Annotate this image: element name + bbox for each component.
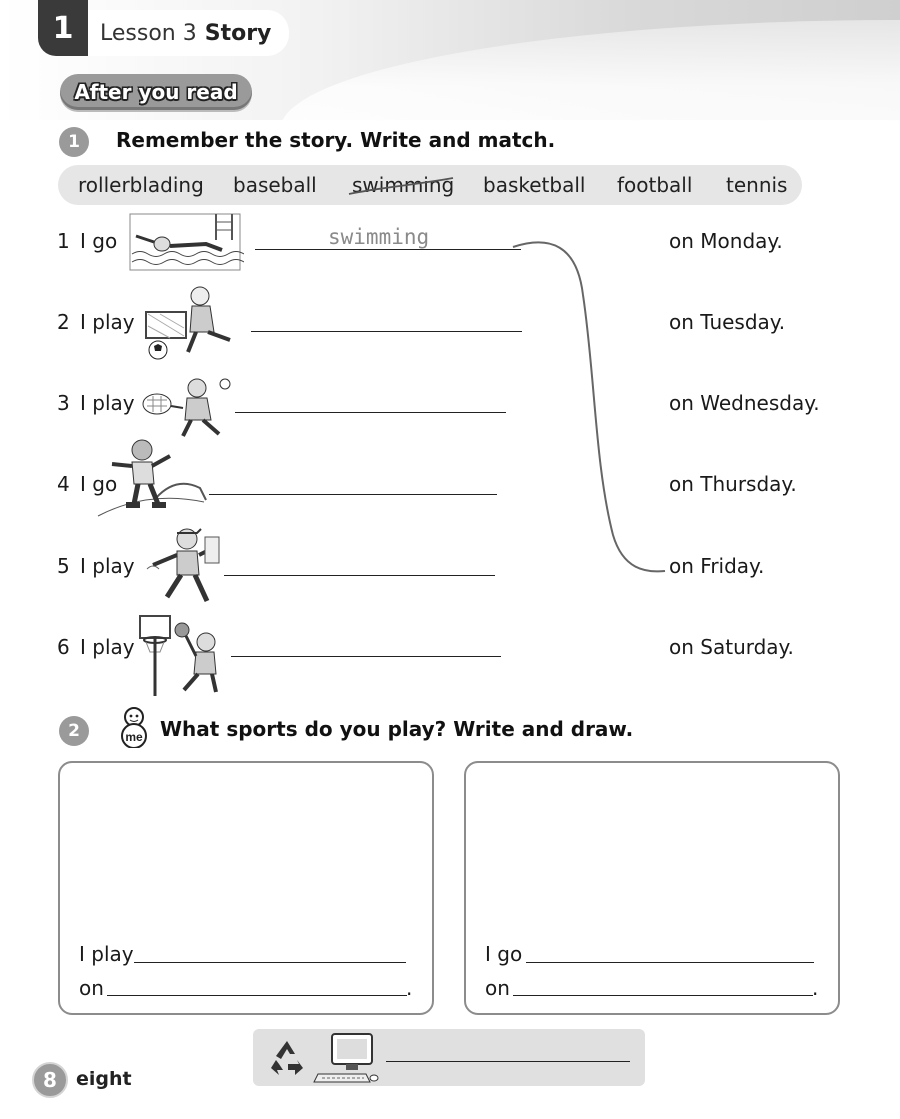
word-basketball: basketball	[483, 173, 586, 197]
row-verb: I play	[80, 310, 135, 334]
answer-line[interactable]	[255, 249, 521, 250]
exercise-2-instruction: What sports do you play? Write and draw.	[160, 717, 634, 741]
answer-line[interactable]	[513, 995, 813, 996]
section-pill: After you read	[60, 74, 252, 110]
answer-line[interactable]	[134, 962, 406, 963]
day-label: on Friday.	[669, 554, 765, 578]
drawing-box-right[interactable]	[464, 761, 840, 1015]
row-verb: I play	[80, 391, 135, 415]
row-number: 2	[57, 310, 70, 334]
row-number: 5	[57, 554, 70, 578]
row-verb: I go	[80, 472, 118, 496]
swimmer-icon	[128, 210, 244, 272]
row-number: 3	[57, 391, 70, 415]
answer-line[interactable]	[224, 575, 495, 576]
answer-line[interactable]	[231, 656, 501, 657]
answer-line[interactable]	[251, 331, 522, 332]
answer-line[interactable]	[235, 412, 506, 413]
exercise-1-instruction: Remember the story. Write and match.	[116, 128, 556, 152]
day-label: on Tuesday.	[669, 310, 786, 334]
day-label: on Monday.	[669, 229, 783, 253]
tennis-player-icon	[139, 374, 235, 444]
row-number: 6	[57, 635, 70, 659]
word-baseball: baseball	[233, 173, 317, 197]
football-player-icon	[140, 282, 242, 362]
answer-line[interactable]	[526, 962, 814, 963]
baseball-player-icon	[143, 525, 223, 609]
example-match-line	[505, 235, 675, 580]
day-label: on Thursday.	[669, 472, 797, 496]
left-box-line2-label: on	[79, 976, 104, 1000]
row-verb: I play	[80, 554, 135, 578]
strike-through-mark	[347, 174, 457, 202]
day-label: on Saturday.	[669, 635, 794, 659]
answer-line[interactable]	[386, 1061, 630, 1062]
me-badge-label: me	[125, 730, 143, 744]
word-rollerblading: rollerblading	[78, 173, 204, 197]
unit-number: 1	[38, 0, 88, 56]
rollerblader-icon	[96, 438, 208, 520]
me-badge-icon	[114, 704, 154, 748]
example-answer: swimming	[328, 225, 430, 249]
drawing-box-left[interactable]	[58, 761, 434, 1015]
answer-line[interactable]	[107, 995, 407, 996]
recycle-icon	[266, 1038, 308, 1078]
row-number: 4	[57, 472, 70, 496]
answer-line[interactable]	[209, 494, 497, 495]
end-punctuation: .	[812, 976, 819, 1000]
left-box-line1-label: I play	[79, 942, 134, 966]
row-verb: I play	[80, 635, 135, 659]
right-box-line1-label: I go	[485, 942, 523, 966]
page-number: 8	[32, 1062, 68, 1098]
word-swimming: swimming	[352, 173, 455, 197]
day-label: on Wednesday.	[669, 391, 820, 415]
computer-icon	[312, 1032, 380, 1084]
word-tennis: tennis	[726, 173, 788, 197]
word-football: football	[617, 173, 693, 197]
exercise-2-number: 2	[59, 716, 89, 746]
page-number-word: eight	[76, 1068, 132, 1090]
right-box-line2-label: on	[485, 976, 510, 1000]
lesson-prefix: Lesson 3	[100, 20, 197, 46]
lesson-type: Story	[204, 20, 272, 46]
row-number: 1	[57, 229, 70, 253]
exercise-1-number: 1	[59, 127, 89, 157]
basketball-player-icon	[138, 614, 224, 700]
lesson-title	[88, 10, 289, 56]
end-punctuation: .	[406, 976, 413, 1000]
row-verb: I go	[80, 229, 118, 253]
